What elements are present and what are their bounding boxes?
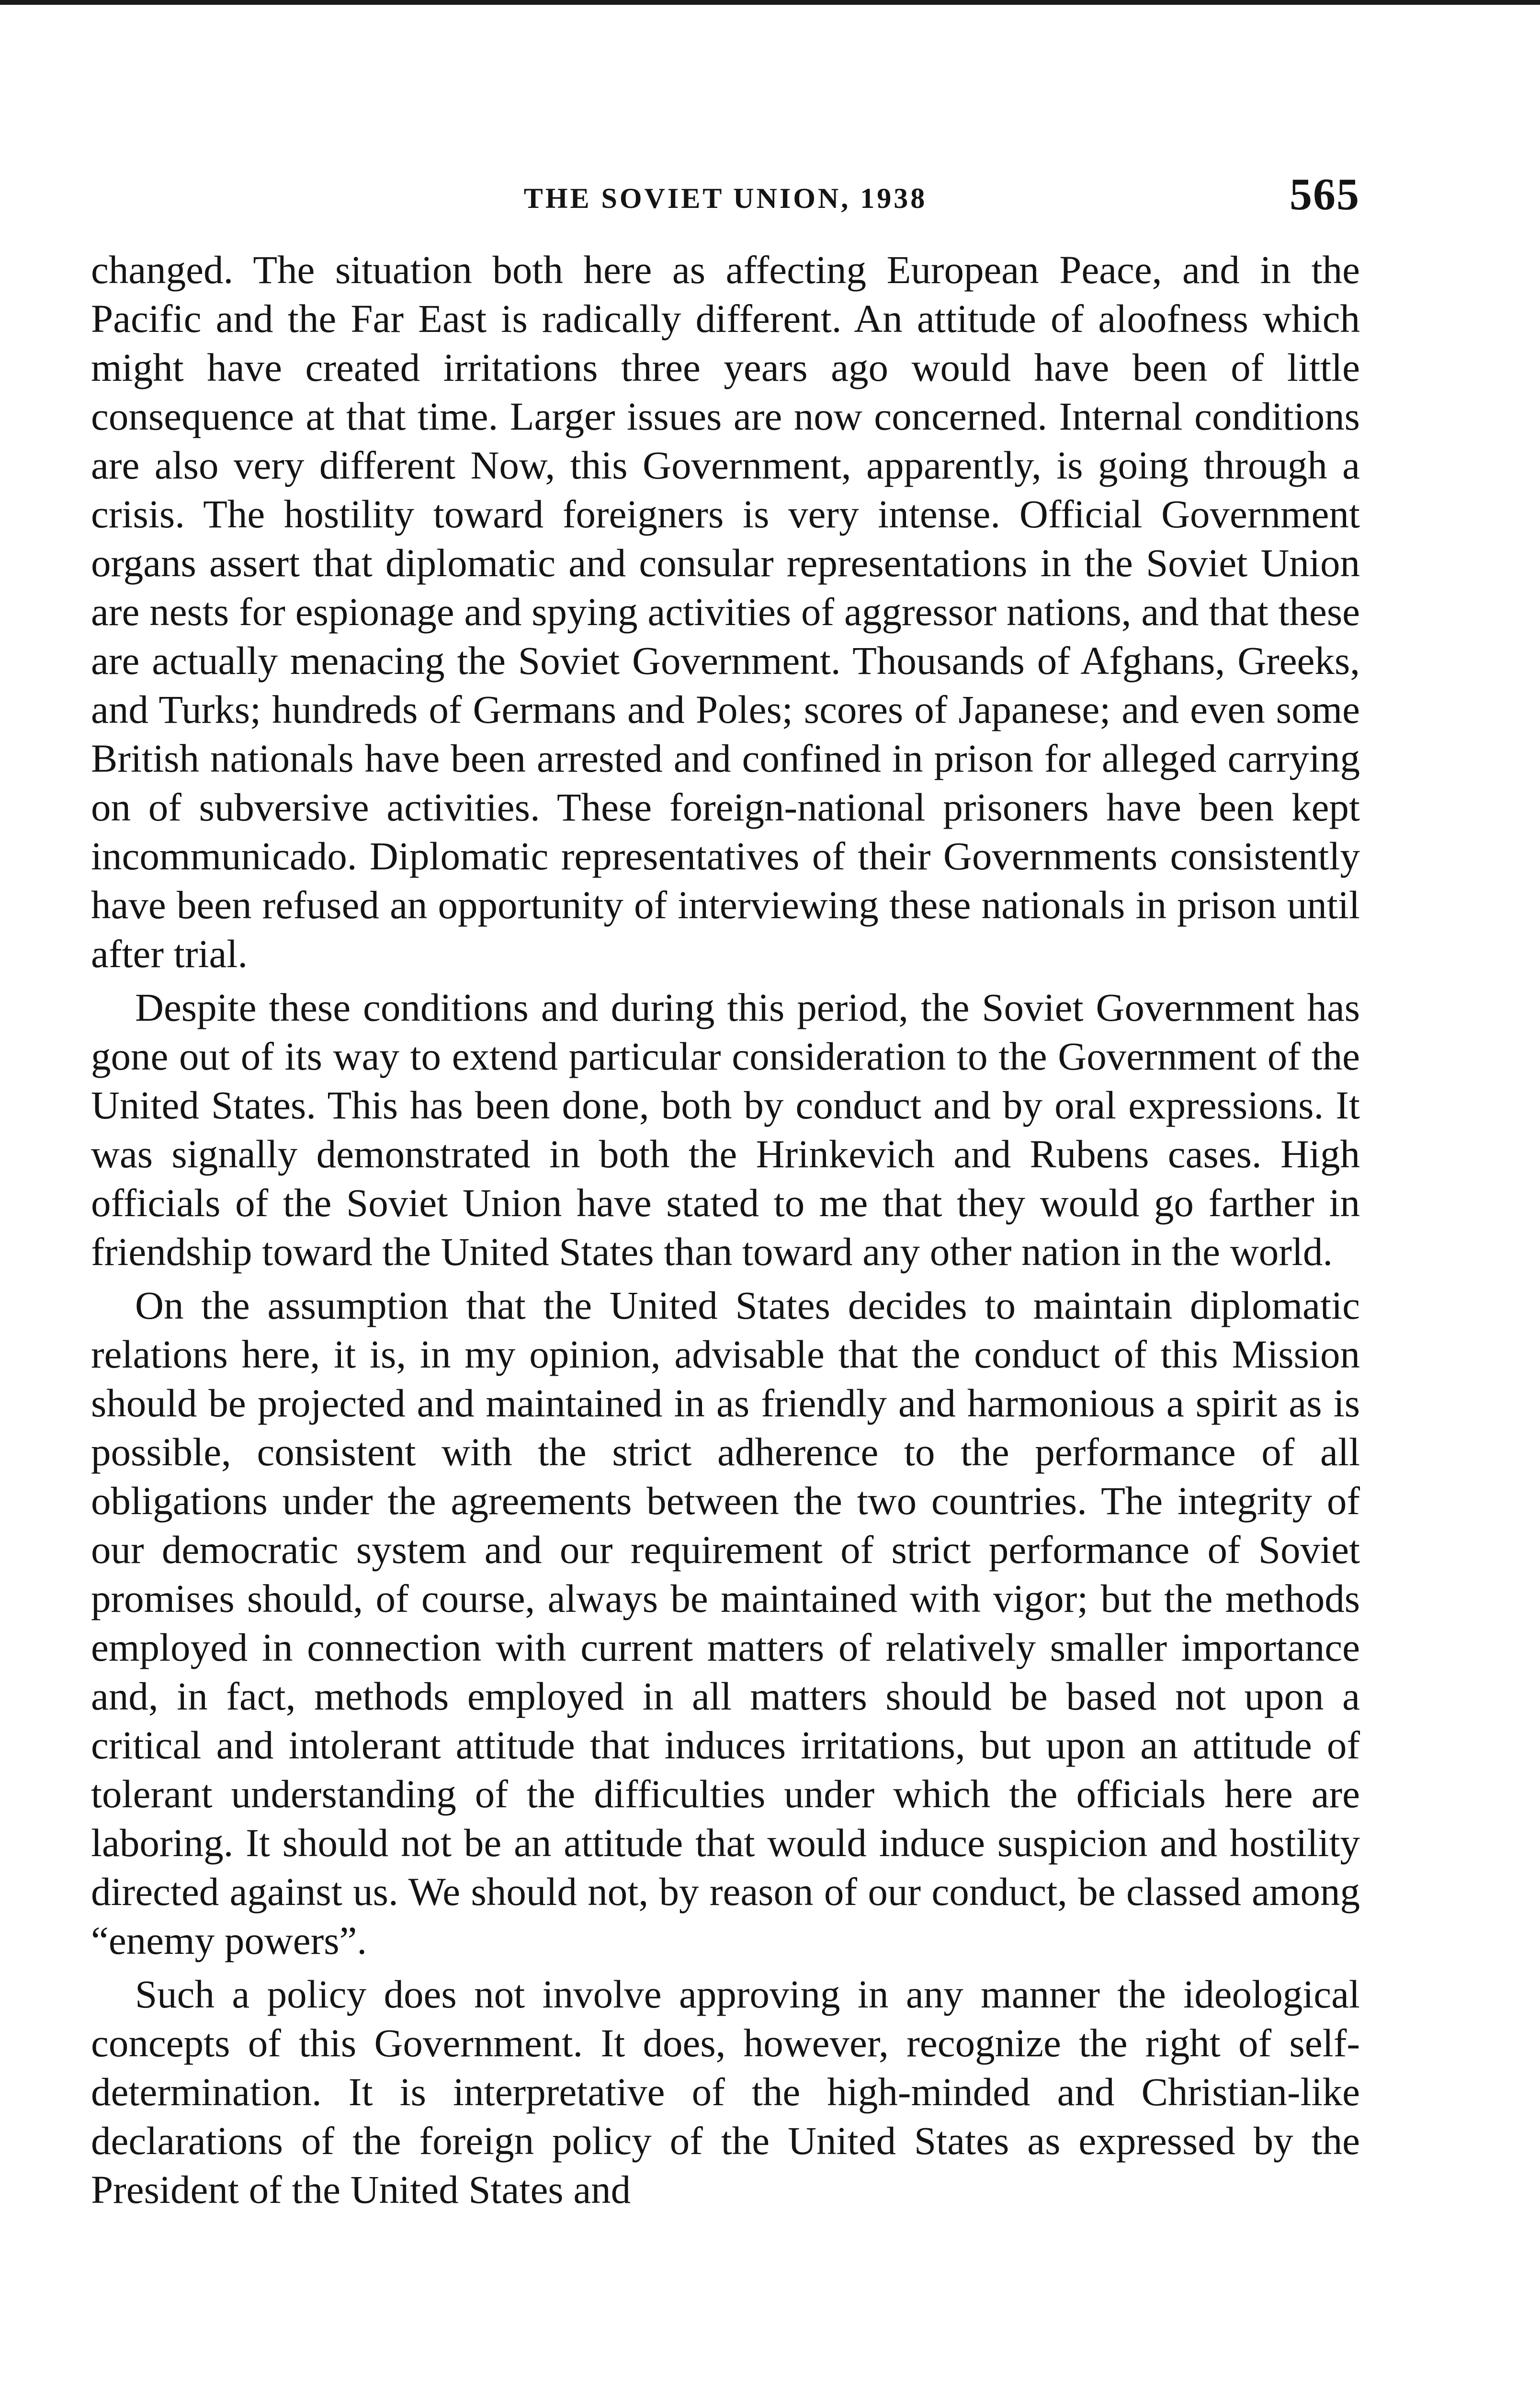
paragraph-soviet-consideration: Despite these conditions and during this period, the Soviet Government has gone out of its way to extend particular consideration to the Government of the United States. This has been done, both by conduct and by oral expressions. It was signally demonstrated in both the Hrinkevich and Rubens cases. High officials of the Soviet Union have stated to me that they would go farther in friendship toward the United States than toward any other nation in the world. (91, 985, 1360, 1274)
top-edge-rule (0, 0, 1540, 5)
body-text (91, 245, 1360, 2219)
paragraph-continued: changed. The situation both here as affecting European Peace, and in the Pacific and the Far East is radically different. An attitude of aloofness which might have created irritations three years ago would have been of little consequence at that time. Larger issues are now concerned. Internal conditions are also very different Now, this Government, apparently, is going through a crisis. The hostility toward foreigners is very intense. Official Government organs assert that diplomatic and consular representations in the Soviet Union are nests for espionage and spying activities of aggressor nations, and that these are actually menacing the Soviet Government. Thousands of Afghans, Greeks, and Turks; hundreds of Germans and Poles; scores of Japanese; and even some British nationals have been arrested and confined in prison for alleged carrying on of subversive activities. These foreign-national prisoners have been kept incommunicado. Diplomatic representatives of their Governments consistently have been refused an opportunity of interviewing these nationals in prison until after trial. (91, 248, 1360, 976)
running-head (91, 169, 1360, 221)
paragraph-policy: Such a policy does not involve approving in any manner the ideological concepts of this Government. It does, however, recognize the right of self-determination. It is interpretative of the high-minded and Christian-like declarations of the foreign policy of the United States as expressed by the President of the United States and (91, 1972, 1360, 2212)
running-title: THE SOVIET UNION, 1938 (523, 182, 928, 214)
page-number: 565 (1290, 170, 1360, 219)
paragraph-mission-conduct: On the assumption that the United States decides to maintain diplomatic relations here, it is, in my opinion, advisable that the conduct of this Mission should be projected and maintained in as friendly and harmonious a spirit as is possible, consistent with the strict adherence to the performance of all obligations under the agreements between the two countries. The integrity of our democratic system and our requirement of strict performance of Soviet promises should, of course, always be maintained with vigor; but the methods employed in connection with current matters of relatively smaller importance and, in fact, methods employed in all matters should be based not upon a critical and intolerant attitude that induces irritations, but upon an attitude of tolerant understanding of the difficulties under which the officials here are laboring. It should not be an attitude that would induce suspicion and hostility directed against us. We should not, by reason of our conduct, be classed among “enemy powers”. (91, 1283, 1360, 1962)
